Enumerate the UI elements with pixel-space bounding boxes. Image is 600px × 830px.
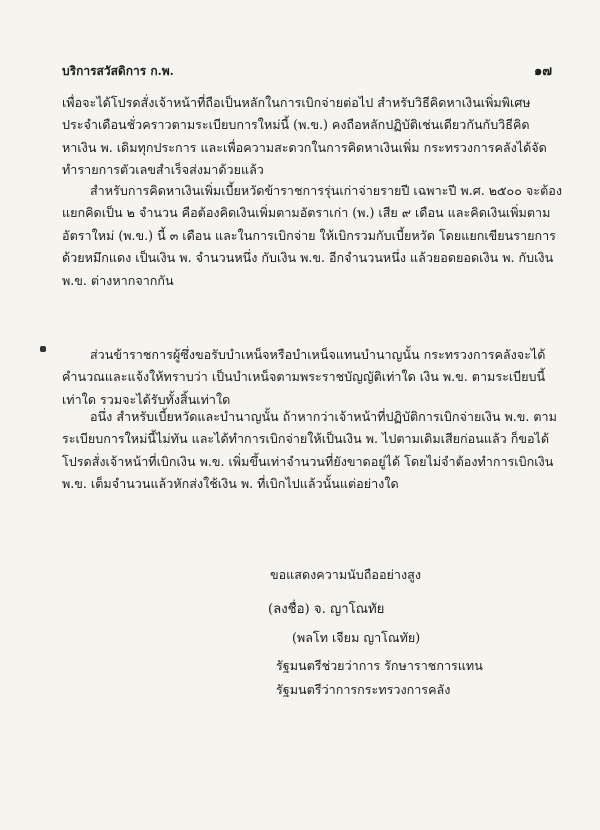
paragraph-4: อนึ่ง สำหรับเบี้ยหวัดและบำนาญนั้น ถ้าหากว่าเจ้าหน้าที่ปฏิบัติการเบิกจ่ายเงิน พ.ข. ตามระเบียบการใหม่นี้ไม่ทัน และได้ทำการเบิกจ่ายให้เป็นเงิน พ. ไปตามเดิมเสียก่อนแล้ว ก็ขอได้โปรดสั่งเจ้าหน้าที่เบิกเงิน พ.ข. เพิ่มขึ้นเท่าจำนวนที่ยังขาดอยู่ได้ โดยไม่จำต้องทำการเบิกเงิน พ.ข. เต็มจำนวนแล้วหักส่งใช้เงิน พ. ที่เบิกไปแล้วนั้นแต่อย่างใด [62, 409, 557, 492]
paragraph-3: ส่วนข้าราชการผู้ซึ่งขอรับบำเหน็จหรือบำเหน็จแทนบำนาญนั้น กระทรวงการคลังจะได้คำนวณและแจ้งให้ทราบว่า เป็นบำเหน็จตามพระราชบัญญัติเท่าใด เงิน พ.ข. ตามระเบียบนี้เท่าใด รวมจะได้รับทั้งสิ้นเท่าใด [62, 347, 546, 407]
header-title: บริการสวัสดิการ ก.พ. [62, 64, 174, 78]
signatory-position-2: รัฐมนตรีว่าการกระทรวงการคลัง [276, 682, 451, 697]
signature-line: (ลงชื่อ) จ. ญาโณทัย [268, 602, 385, 617]
closing-regards: ขอแสดงความนับถืออย่างสูง [270, 567, 421, 582]
ink-mark [40, 346, 46, 352]
signatory-position-1: รัฐมนตรีช่วยว่าการ รักษาราชการแทน [276, 658, 483, 673]
paragraph-1: เพื่อจะได้โปรดสั่งเจ้าหน้าที่ถือเป็นหลักในการเบิกจ่ายต่อไป สำหรับวิธีคิดหาเงินเพิ่มพิเศษประจำเดือนชั่วคราวตามระเบียบการใหม่นี้ (พ.ข.) คงถือหลักปฏิบัติเช่นเดียวกันกับวิธีคิดหาเงิน พ. เดิมทุกประการ และเพื่อความสะดวกในการคิดหาเงินเพิ่ม กระทรวงการคลังได้จัดทำรายการตัวเลขสำเร็จส่งมาด้วยแล้ว [62, 95, 547, 178]
signatory-full-name: (พลโท เจียม ญาโณทัย) [292, 630, 421, 645]
paragraph-2: สำหรับการคิดหาเงินเพิ่มเบี้ยหวัดข้าราชการรุ่นเก่าจ่ายรายปี เฉพาะปี พ.ศ. ๒๕๐๐ จะต้องแยกคิดเป็น ๒ จำนวน คือต้องคิดเงินเพิ่มตามอัตราเก่า (พ.) เสีย ๙ เดือน และคิดเงินเพิ่มตามอัตราใหม่ (พ.ข.) นี้ ๓ เดือน และในการเบิกจ่าย ให้เบิกรวมกับเบี้ยหวัด โดยแยกเขียนรายการด้วยหมึกแดง เป็นเงิน พ. จำนวนหนึ่ง กับเงิน พ.ข. อีกจำนวนหนึ่ง แล้วยอดยอดเงิน พ. กับเงิน พ.ข. ต่างหากจากกัน [62, 183, 562, 288]
page-number: ๑๗ [533, 64, 552, 79]
